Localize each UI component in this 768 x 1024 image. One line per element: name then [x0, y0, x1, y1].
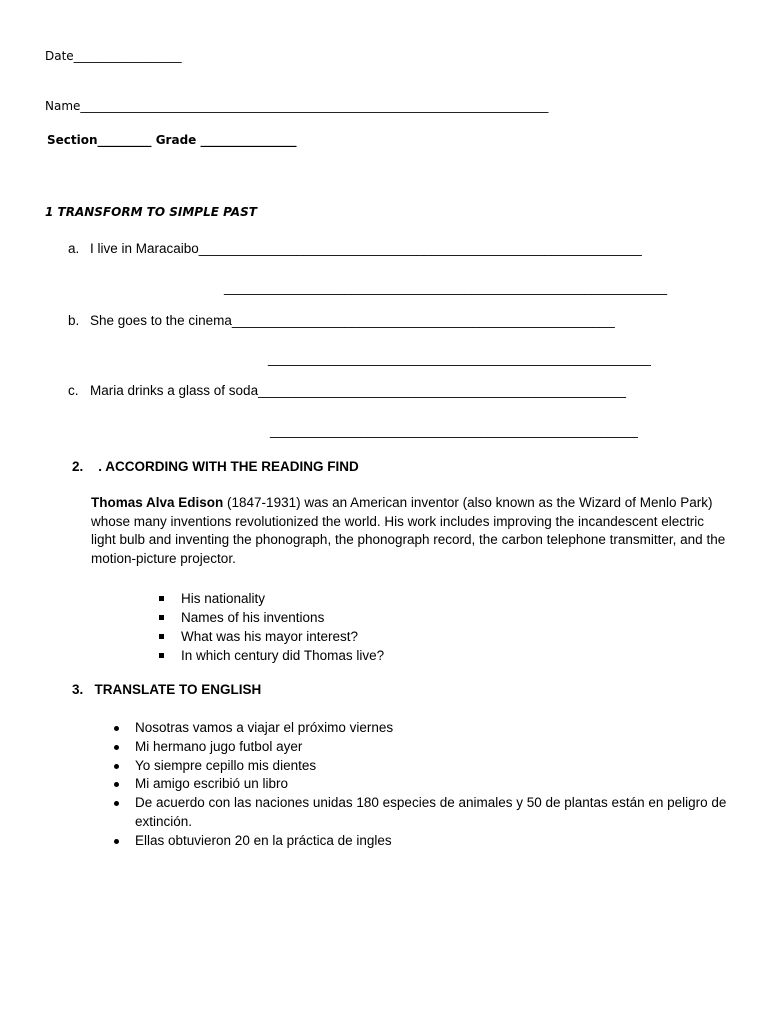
reading-text: (1847-1931) was an American inventor (also known as the Wizard of Menlo Park) whose many inventions revolutionized the world. His work includes improving the incandescent electric light bulb and inventing the phonograph, the phonograph record, the carbon telephone transmitter, and the motion-picture projector. — [91, 495, 726, 566]
bullet-icon — [114, 764, 119, 769]
section-2-title: 2. . ACCORDING WITH THE READING FIND — [72, 459, 359, 474]
name-field[interactable]: Name______________________________________________________________________________ — [45, 99, 549, 113]
list-item: Ellas obtuvieron 20 en la práctica de ingles — [112, 832, 732, 851]
item-c-marker: c. — [68, 383, 79, 398]
list-item: Mi amigo escribió un libro — [112, 775, 732, 794]
list-item: What was his mayor interest? — [157, 627, 384, 646]
questions-list — [157, 589, 384, 665]
bullet-icon — [114, 745, 119, 750]
list-item: Names of his inventions — [157, 608, 384, 627]
square-bullet-icon — [159, 634, 164, 639]
list-item: Mi hermano jugo futbol ayer — [112, 738, 732, 757]
section-grade-field[interactable]: Section_________ Grade ________________ — [47, 133, 297, 147]
list-item: His nationality — [157, 589, 384, 608]
square-bullet-icon — [159, 615, 164, 620]
item-b-text[interactable]: She goes to the cinema___________________________________________________ — [90, 313, 615, 328]
list-item: Yo siempre cepillo mis dientes — [112, 757, 732, 776]
section-1-title: 1 TRANSFORM TO SIMPLE PAST — [45, 205, 257, 219]
item-a-marker: a. — [68, 241, 80, 256]
reading-name: Thomas Alva Edison — [91, 495, 224, 510]
bullet-icon — [114, 782, 119, 787]
item-a-answer-line[interactable]: ___________________________________________________________ — [224, 280, 667, 295]
list-item: Nosotras vamos a viajar el próximo viernes — [112, 719, 732, 738]
translate-list — [112, 719, 732, 851]
item-c-answer-line[interactable]: _________________________________________________ — [270, 423, 638, 438]
list-item: De acuerdo con las naciones unidas 180 especies de animales y 50 de plantas están en peligro de extinción. — [112, 794, 732, 832]
item-b-answer-line[interactable]: ___________________________________________________ — [268, 351, 651, 366]
item-a-text[interactable]: I live in Maracaibo___________________________________________________________ — [90, 241, 642, 256]
square-bullet-icon — [159, 596, 164, 601]
section-3-title: 3. TRANSLATE TO ENGLISH — [72, 682, 262, 697]
date-field[interactable]: Date__________________ — [45, 49, 182, 63]
list-item: In which century did Thomas live? — [157, 646, 384, 665]
square-bullet-icon — [159, 653, 164, 658]
reading-paragraph — [91, 494, 731, 568]
bullet-icon — [114, 839, 119, 844]
bullet-icon — [114, 801, 119, 806]
item-b-marker: b. — [68, 313, 80, 328]
bullet-icon — [114, 726, 119, 731]
item-c-text[interactable]: Maria drinks a glass of soda_________________________________________________ — [90, 383, 626, 398]
